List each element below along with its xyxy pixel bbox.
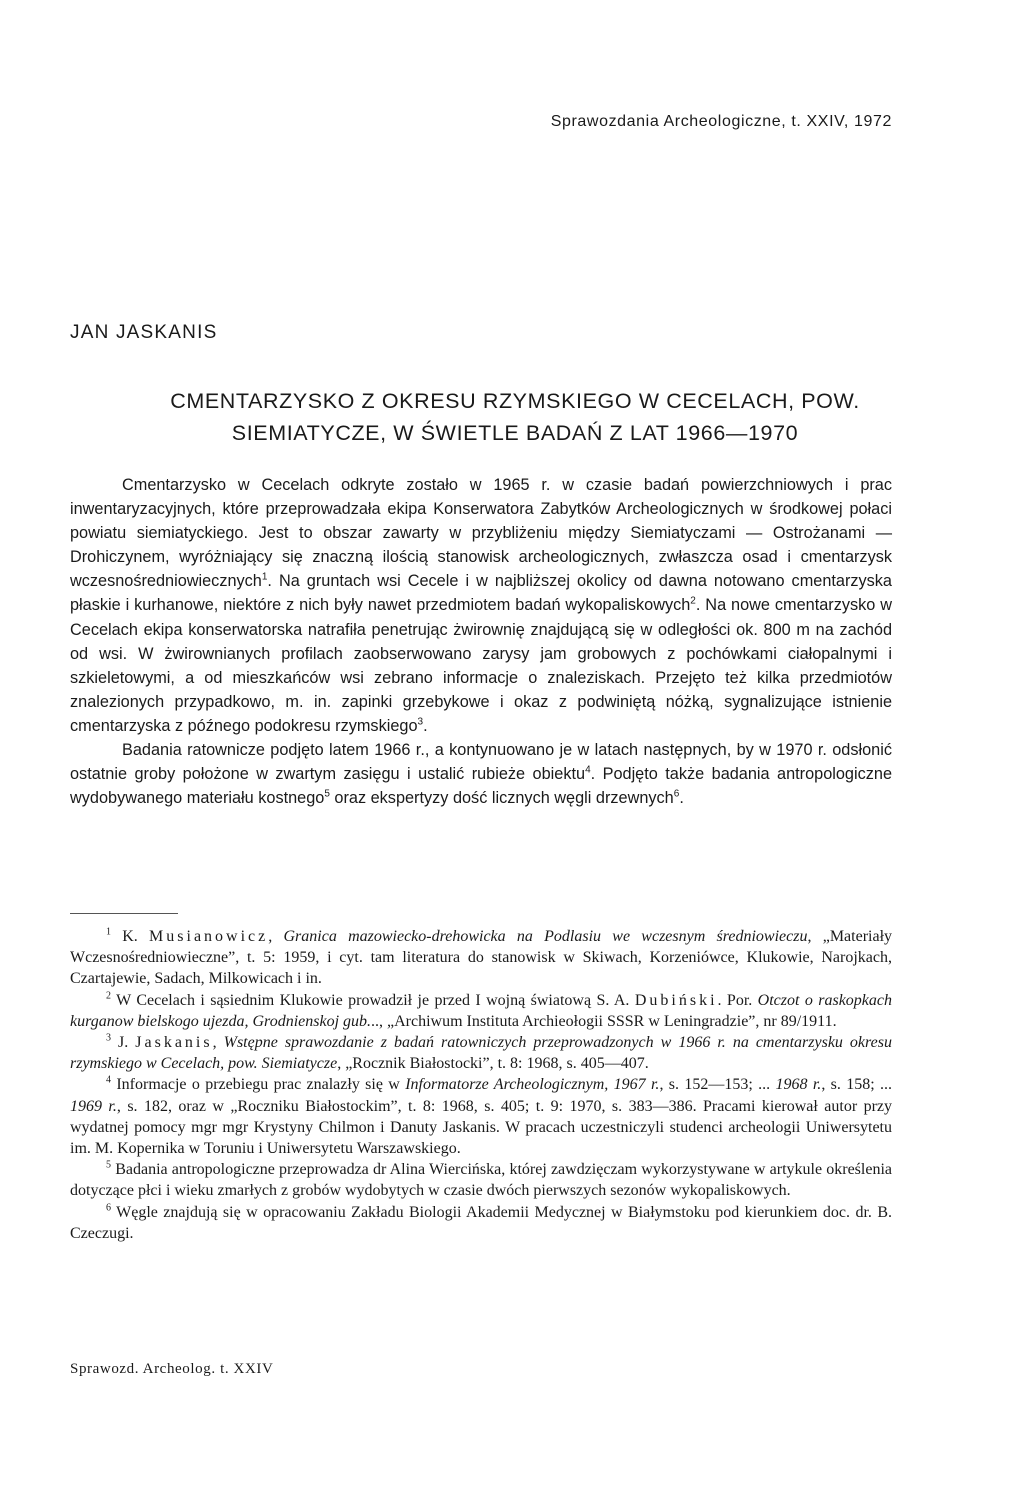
article-title bbox=[70, 385, 960, 449]
cited-author: Musianowicz bbox=[149, 928, 269, 945]
cited-author: Dubiński bbox=[634, 991, 718, 1009]
text-run: . Por. bbox=[717, 991, 758, 1009]
title-line-2: SIEMIATYCZE, W ŚWIETLE BADAŃ Z LAT 1966—1970 bbox=[231, 421, 799, 445]
text-run: . bbox=[423, 716, 428, 735]
text-run: J. bbox=[111, 1034, 136, 1052]
cited-title: 1969 r. bbox=[70, 1097, 117, 1115]
text-run: , „Materiały Wczesnośredniowieczne”, t. 5: 1959, i cyt. tam literatura do stanowisk w Skiwach, Korzeniówce, Klukowie, Narojkach, Czartajewie, Sadach, Milkowicach i in. bbox=[70, 928, 893, 988]
article-body bbox=[70, 473, 892, 810]
running-head: Sprawozdania Archeologiczne, t. XXIV, 1972 bbox=[550, 113, 892, 130]
text-run: . Na nowe cmentarzysko w Cecelach ekipa konserwatorska natrafiła penetrując żwirownię znajdującą się w odległości ok. 800 m na zachód od wsi. W żwirownianych profilach zaobserwowano zarysy jam grobowych z pochówkami ciałopalnymi i szkieletowymi, a od mieszkańców wsi zebrano informacje o znaleziskach. Przejęto też kilka przedmiotów znalezionych przypadkowo, m. in. zapinki grzebykowe i okaz z podwiniętą nóżką, sygnalizujące istnienie cmentarzyska z późnego podokresu rzymskiego bbox=[70, 596, 893, 735]
footnote-ref-3: 3 bbox=[417, 716, 424, 728]
cited-title: Otczot o raskopkach kurganow bielskogo ujezda, Grodnienskoj gub. bbox=[70, 991, 893, 1030]
text-run: oraz ekspertyzy dość licznych węgli drzewnych bbox=[329, 789, 674, 808]
cited-title: 1968 r. bbox=[775, 1076, 822, 1094]
cited-title: Informatorze Archeologicznym, 1967 r. bbox=[405, 1076, 660, 1094]
text-run: Badania antropologiczne przeprowadza dr Alina Wiercińska, której zawdzięczam wykorzystywane w artykule określenia dotyczące płci i wieku zmarłych z grobów wydobytych w czasie dwóch pierwszych sezonów wykopaliskowych. bbox=[70, 1161, 892, 1200]
text-run: Badania ratownicze podjęto latem 1966 r., a kontynuowano je w latach następnych, by w 1970 r. odsłonić ostatnie groby położone w zwartym zasięgu i ustalić rubieże obiektu bbox=[70, 741, 892, 784]
text-run: , s. 182, oraz w „Roczniku Białostockim”, t. 8: 1968, s. 405; t. 9: 1970, s. 383—386. Pracami kierował autor przy wydatnej pomocy mgr mgr Krystyny Chilmon i Danuty Jaskanis. W pracach uczestniczyli studenci archeologii Uniwersytetu im. M. Kopernika w Toruniu i Uniwersytetu Warszawskiego. bbox=[70, 1097, 893, 1158]
footnote-ref-2: 2 bbox=[690, 596, 696, 608]
text-run: Informacje o przebiegu prac znalazły się w bbox=[111, 1076, 406, 1094]
text-run: . Na gruntach wsi Cecele i w najbliższej okolicy od dawna notowano cmentarzyska płaskie i kurhanowe, niektóre z nich były nawet przedmiotem badań wykopaliskowych bbox=[70, 572, 892, 615]
footnote-number: 1 bbox=[106, 926, 111, 938]
text-run: , bbox=[268, 928, 284, 945]
body-paragraph-1 bbox=[70, 473, 892, 738]
footnote-5 bbox=[70, 1159, 892, 1201]
body-paragraph-2 bbox=[70, 738, 892, 810]
footnotes bbox=[70, 926, 892, 1244]
footnote-6 bbox=[70, 1202, 892, 1244]
footnote-4 bbox=[70, 1074, 892, 1159]
footnote-number: 3 bbox=[106, 1032, 111, 1044]
text-run: , s. 158; ... bbox=[821, 1076, 893, 1094]
text-run: Cmentarzysko w Cecelach odkryte zostało w 1965 r. w czasie badań powierzchniowych i prac inwentaryzacyjnych, które przeprowadzała ekipa Konserwatora Zabytków Archeologicznych w środkowej połaci powiatu siemiatyckiego. Jest to obszar zawarty w przybliżeniu między Siemiatyczami — Ostrożanami — Drohiczynem, wyróżniający się znaczną ilością stanowisk archeologicznych, zwłaszcza osad i cmentarzysk wczesnośredniowiecznych bbox=[70, 476, 892, 591]
text-run: W Cecelach i sąsiednim Klukowie prowadził je przed I wojną światową S. A. bbox=[111, 991, 635, 1009]
page-signature: Sprawozd. Archeolog. t. XXIV bbox=[70, 1361, 274, 1377]
footnote-number: 5 bbox=[106, 1159, 111, 1171]
footnote-ref-1: 1 bbox=[261, 571, 268, 583]
cited-title: Wstępne sprawozdanie z badań ratowniczych przeprowadzonych w 1966 r. na cmentarzysku okresu rzymskiego w Cecelach, pow. Siemiatycze bbox=[70, 1034, 892, 1073]
author-name: JAN JASKANIS bbox=[70, 322, 218, 343]
footnote-number: 6 bbox=[106, 1202, 111, 1214]
cited-author: Jaskanis bbox=[135, 1034, 213, 1052]
text-run: , „Rocznik Białostocki”, t. 8: 1968, s. 405—407. bbox=[337, 1055, 649, 1073]
title-line-1: CMENTARZYSKO Z OKRESU RZYMSKIEGO W CECELACH, POW. bbox=[170, 389, 860, 413]
footnote-ref-4: 4 bbox=[585, 764, 591, 776]
footnote-3 bbox=[70, 1032, 892, 1074]
footnote-separator bbox=[70, 913, 178, 914]
text-run: .., „Archiwum Instituta Archieołogii SSSR w Leningradzie”, nr 89/1911. bbox=[371, 1012, 837, 1030]
footnote-number: 4 bbox=[106, 1075, 111, 1087]
text-run: . Podjęto także badania antropologiczne wydobywanego materiału kostnego bbox=[70, 765, 892, 808]
text-run: , bbox=[212, 1034, 224, 1052]
text-run: Węgle znajdują się w opracowaniu Zakładu Biologii Akademii Medycznej w Białymstoku pod kierunkiem doc. dr. B. Czeczugi. bbox=[70, 1203, 892, 1242]
footnote-1 bbox=[70, 926, 892, 990]
text-run: K. bbox=[111, 928, 150, 945]
text-run: , s. 152—153; ... bbox=[659, 1076, 776, 1094]
footnote-ref-5: 5 bbox=[324, 788, 330, 800]
footnote-number: 2 bbox=[106, 990, 111, 1002]
text-run: . bbox=[679, 789, 684, 808]
cited-title: Granica mazowiecko-drehowicka na Podlasiu we wczesnym średniowieczu bbox=[283, 928, 808, 945]
footnote-ref-6: 6 bbox=[673, 788, 680, 800]
footnote-2 bbox=[70, 990, 892, 1032]
